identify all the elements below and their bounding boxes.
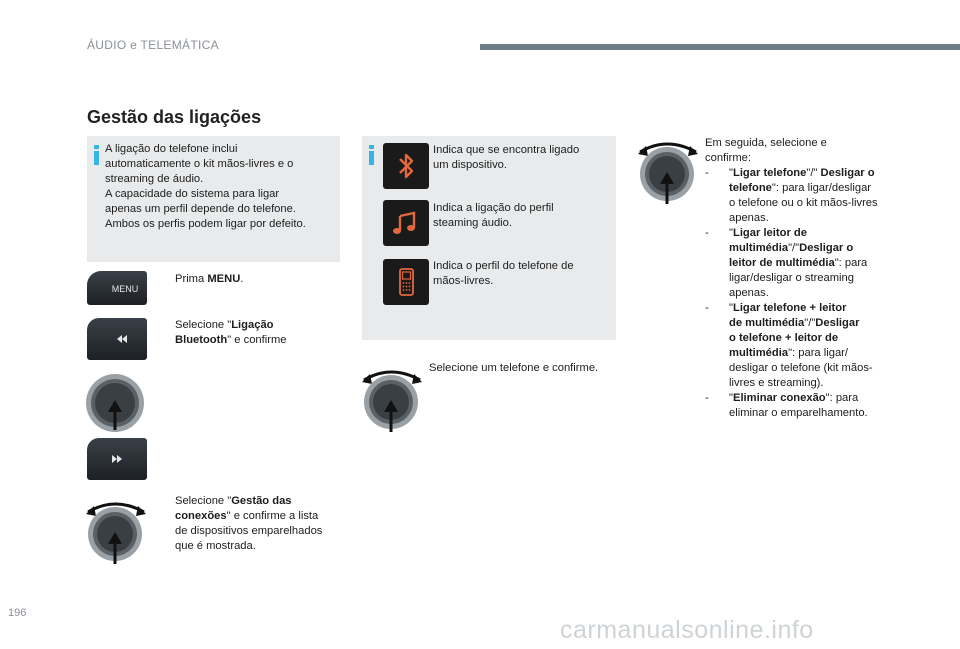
info-icon [93,145,100,165]
info-left-text: A ligação do telefone inclui automaticamente o kit mãos-livres e o streaming de áudio. A capacidade do sistema para ligar apenas um perfil depende do telefone. Ambos os perfis podem ligar por defeito. [105,143,306,230]
step-select-connections: Selecione "Gestão das conexões" e confirme a lista de dispositivos emparelhados que é mostrada. [175,495,323,552]
control-knob-rotate-push[interactable] [84,494,150,566]
phone-description: Indica o perfil do telefone de mãos-livres. [433,260,574,287]
step-press-menu: Prima MENU. [175,273,244,285]
bluetooth-description: Indica que se encontra ligado um dispositivo. [433,144,580,171]
control-knob-rotate-push[interactable] [360,362,426,434]
page-title: Gestão das ligações [87,107,262,127]
info-box-middle [362,136,616,340]
next-button[interactable] [87,438,147,480]
header-bar [480,44,960,50]
control-knob-rotate-push[interactable] [636,134,702,206]
menu-button[interactable] [87,271,147,305]
info-box-left [87,136,340,262]
previous-button[interactable] [87,318,147,360]
watermark: carmanualsonline.info [560,616,814,644]
page-number: 196 [8,607,27,619]
info-icon [368,145,375,165]
list-item: - "Ligar leitor de multimédia"/"Desligar o leitor de multimédia": para ligar/desligar o streaming apenas. [705,227,868,299]
list-item: - "Eliminar conexão": para eliminar o emparelhamento. [705,392,868,419]
bluetooth-icon [383,143,429,189]
fast-forward-icon [87,438,147,480]
list-item: - "Ligar telefone"/" Desligar o telefone": para ligar/desligar o telefone ou o kit mãos-livres apenas. [705,167,878,224]
bluetooth-status-icon [383,143,429,189]
step-select-phone: Selecione um telefone e confirme. [429,362,599,374]
list-item: - "Ligar telefone + leitor de multimédia"/"Desligar o telefone + leitor de multimédia": para ligar/ desligar o telefone (kit mãos- livres e streaming). [705,302,873,389]
menu-button-label: MENU [111,284,139,294]
connection-options-list: Em seguida, selecione e confirme: - "Ligar telefone"/" Desligar o telefone": para ligar/desligar o telefone ou o kit mãos-livres apenas. - "Ligar leitor de multimédia"/"Desligar o leitor de multimédia": para ligar/desligar o streaming apenas. - "Ligar telefone + leitor de multimédia"/"Desligar o telefone + leitor de multimédia": para ligar/ desligar o telefone (kit mãos- livres e streaming). - "Eliminar conexão": para eliminar o emparelhamento. [705,136,895,421]
control-knob-push[interactable] [84,372,148,436]
handsfree-status-icon [383,259,429,305]
section-title: ÁUDIO e TELEMÁTICA [87,38,219,52]
music-note-icon [383,200,429,246]
step-select-bluetooth: Selecione "Ligação Bluetooth" e confirme [175,319,287,346]
audio-streaming-status-icon [383,200,429,246]
mobile-phone-icon [383,259,429,305]
music-description: Indica a ligação do perfil steaming áudio. [433,202,554,229]
rewind-icon [87,318,147,360]
